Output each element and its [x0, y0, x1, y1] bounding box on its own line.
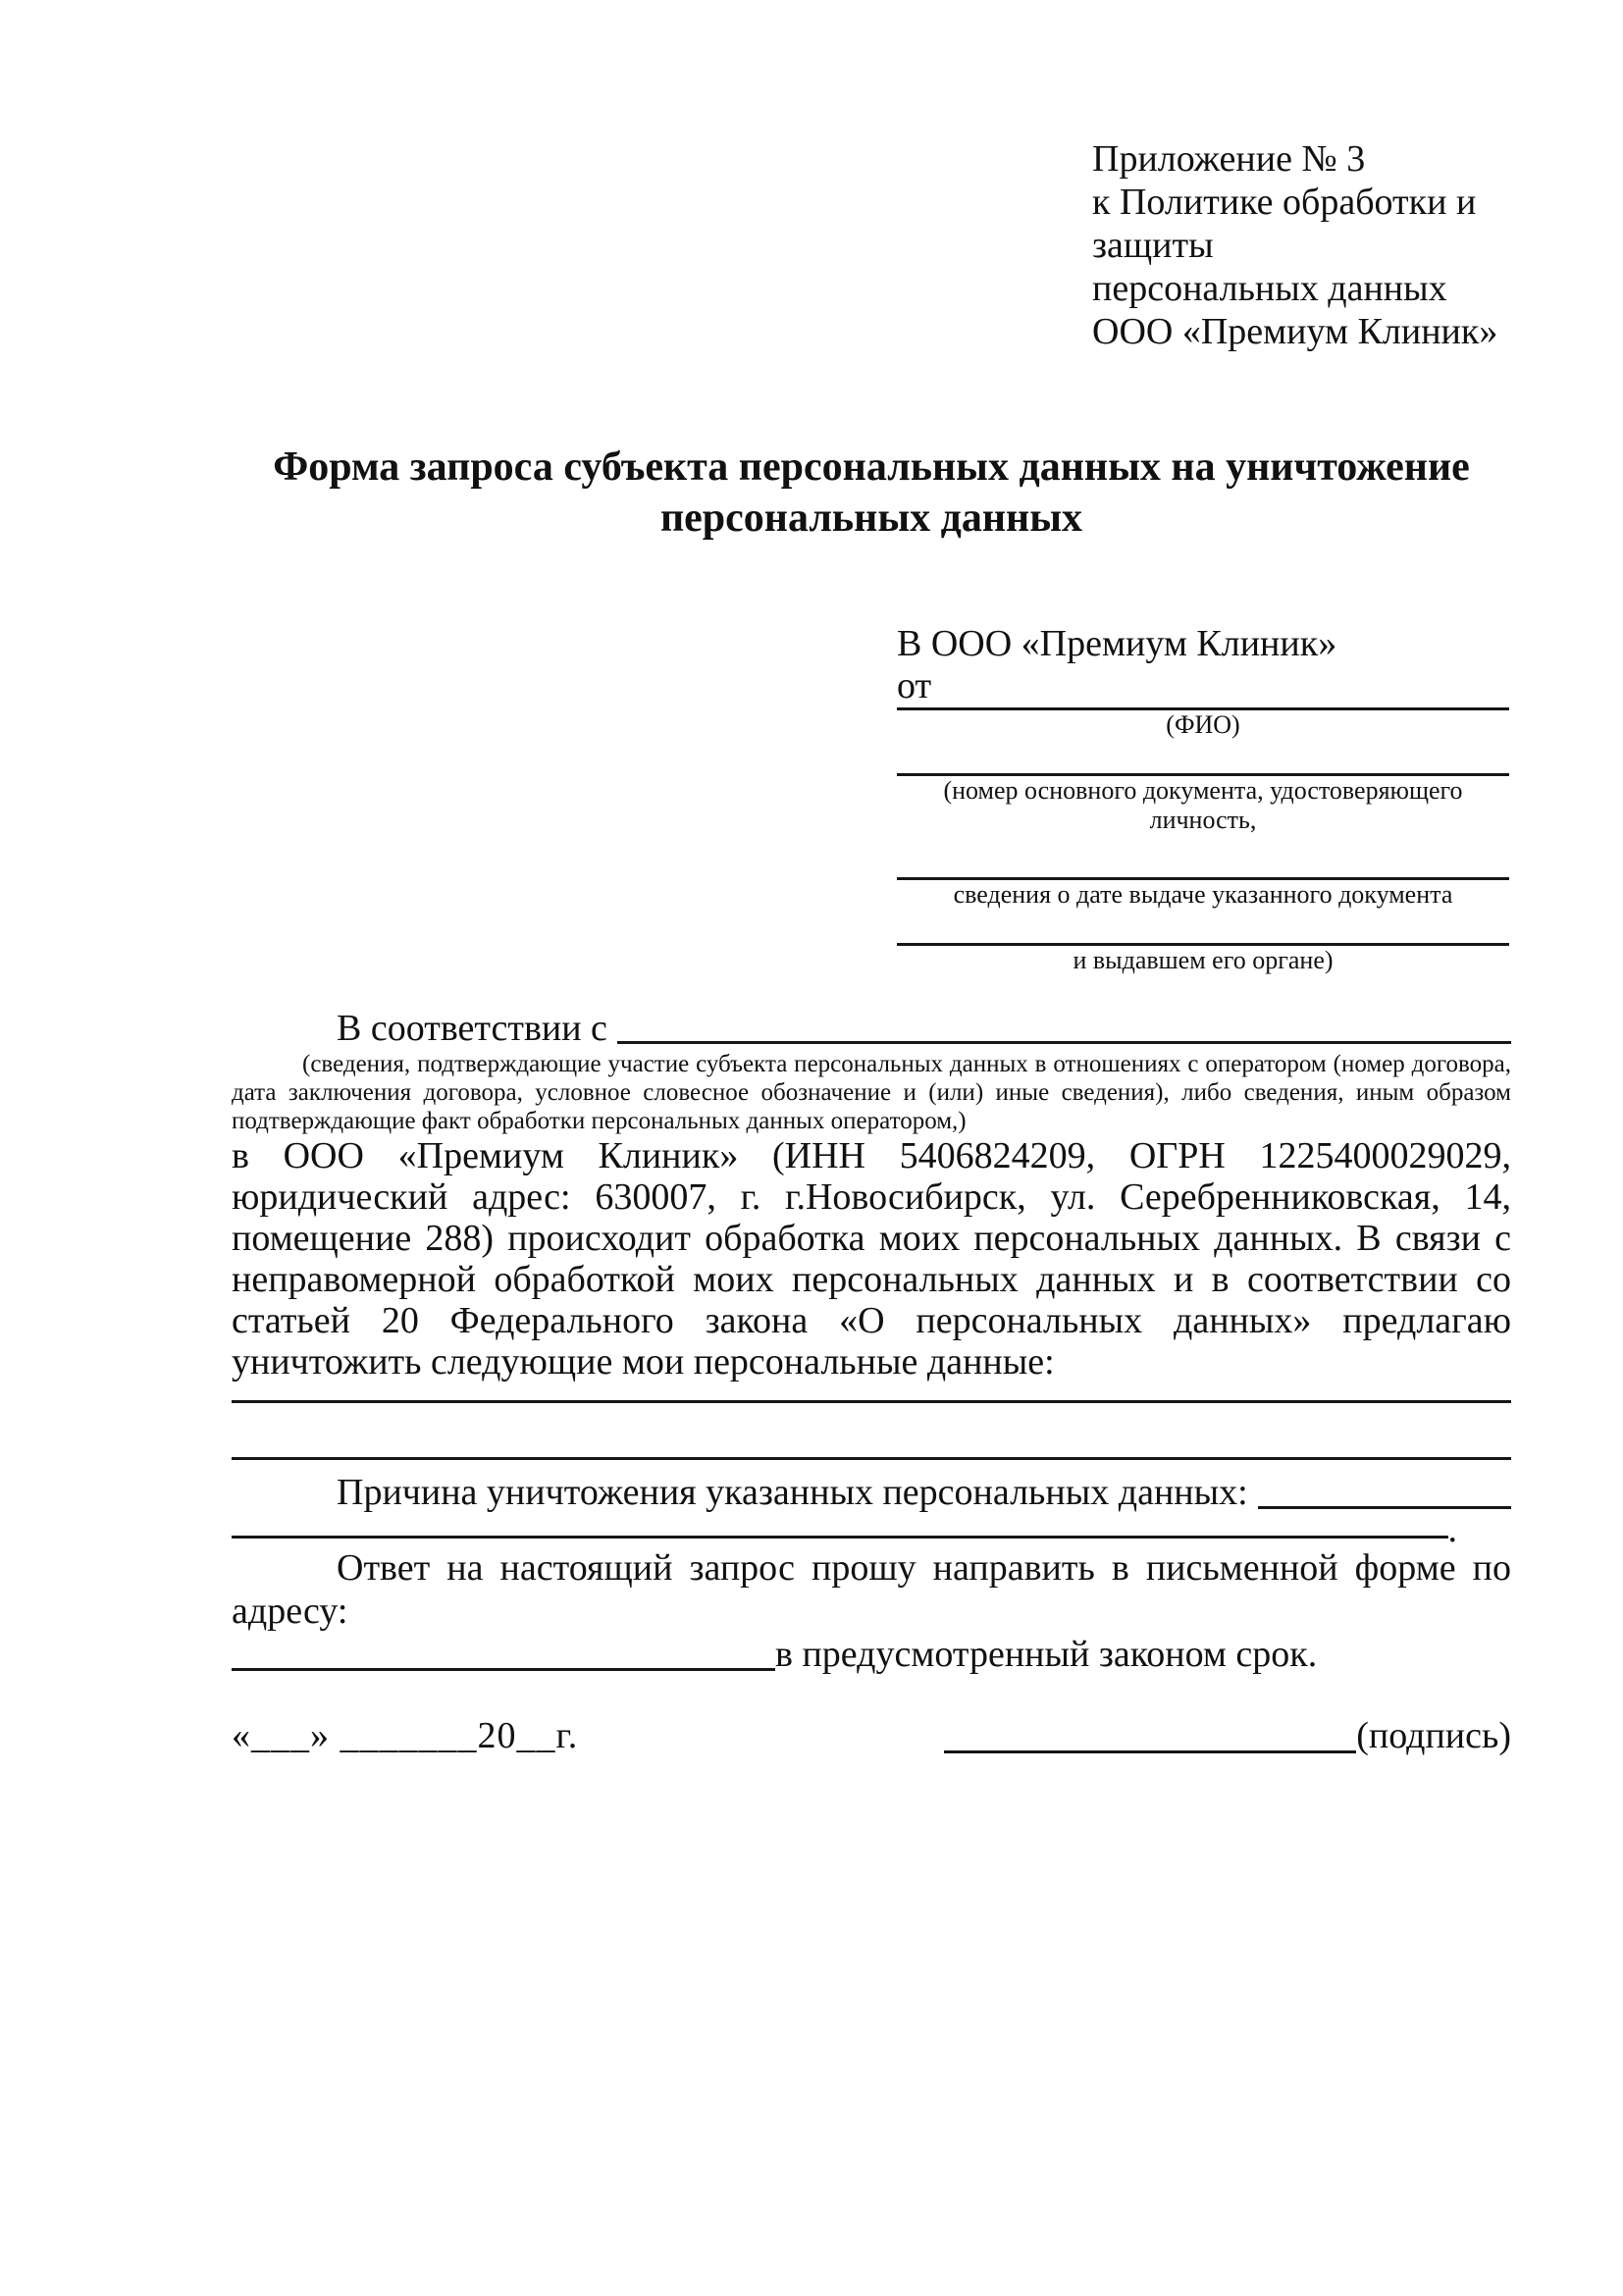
appendix-line: к Политике обработки и защиты	[1092, 182, 1477, 266]
personal-data-fill-line	[232, 1383, 1511, 1403]
appendix-line: ООО «Премиум Клиник»	[1092, 311, 1498, 352]
accordance-row	[232, 1007, 1511, 1050]
appendix-line: персональных данных	[1092, 268, 1447, 309]
main-paragraph: в ООО «Премиум Клиник» (ИНН 5406824209, ОГРН 1225400029029, юридический адрес: 630007, г. г.Новосибирск, ул. Серебренниковская, 14, помещение 288) происходит обработка моих персональных данных. В связи с неправомерной обработкой моих персональных данных и в соответствии со статьей 20 Федерального закона «О персональных данных» предлагаю уничтожить следующие мои персональные данные:	[232, 1135, 1511, 1383]
fio-caption: (ФИО)	[1166, 710, 1240, 739]
addressee-from-label: от	[897, 665, 932, 706]
address-fill-line	[232, 1668, 775, 1671]
issue-date-caption: сведения о дате выдаче указанного документа	[953, 880, 1453, 909]
appendix-block	[1092, 137, 1511, 353]
issuing-authority-caption: и выдавшем его органе)	[1073, 946, 1334, 974]
addressee-block	[897, 622, 1509, 975]
signature-caption: (подпись)	[1356, 1715, 1511, 1756]
answer-sentence: Ответ на настоящий запрос прошу направить в письменной форме по адресу:	[232, 1547, 1511, 1632]
document-number-field	[897, 773, 1509, 835]
fio-field	[897, 707, 1509, 740]
accordance-note: (сведения, подтверждающие участие субъекта персональных данных в отношениях с оператором (номер договора, дата заключения договора, условное словесное обозначение и (или) иные сведения), либо сведения, иным образом подтверждающие факт обработки персональных данных оператором,)	[232, 1051, 1511, 1134]
answer-suffix: в предусмотренный законом срок.	[775, 1634, 1318, 1675]
document-number-caption: (номер основного документа, удостоверяющего личность,	[943, 776, 1463, 834]
reason-row	[232, 1470, 1511, 1515]
reason-period: .	[1447, 1509, 1457, 1550]
date-placeholder: «___» _______20__г.	[232, 1715, 579, 1756]
answer-address-row	[232, 1633, 1511, 1676]
accordance-fill-line	[617, 1041, 1511, 1044]
addressee-to: В ООО «Премиум Клиник»	[897, 623, 1337, 664]
issuing-authority-field	[897, 943, 1509, 975]
appendix-line: Приложение № 3	[1092, 138, 1366, 180]
accordance-label: В соответствии с	[337, 1008, 607, 1049]
signature-fill-line	[944, 1750, 1356, 1753]
document-title: Форма запроса субъекта персональных данных на уничтожение персональных данных	[273, 444, 1470, 541]
reason-label: Причина уничтожения указанных персональных данных:	[337, 1472, 1248, 1513]
signature-block	[944, 1713, 1511, 1758]
reason-continuation-row	[232, 1509, 1511, 1550]
issue-date-field	[897, 877, 1509, 910]
reason-continuation-fill-line	[232, 1536, 1448, 1539]
signature-row	[232, 1713, 1511, 1758]
reason-fill-line	[1258, 1506, 1511, 1509]
personal-data-fill-line	[232, 1403, 1511, 1460]
